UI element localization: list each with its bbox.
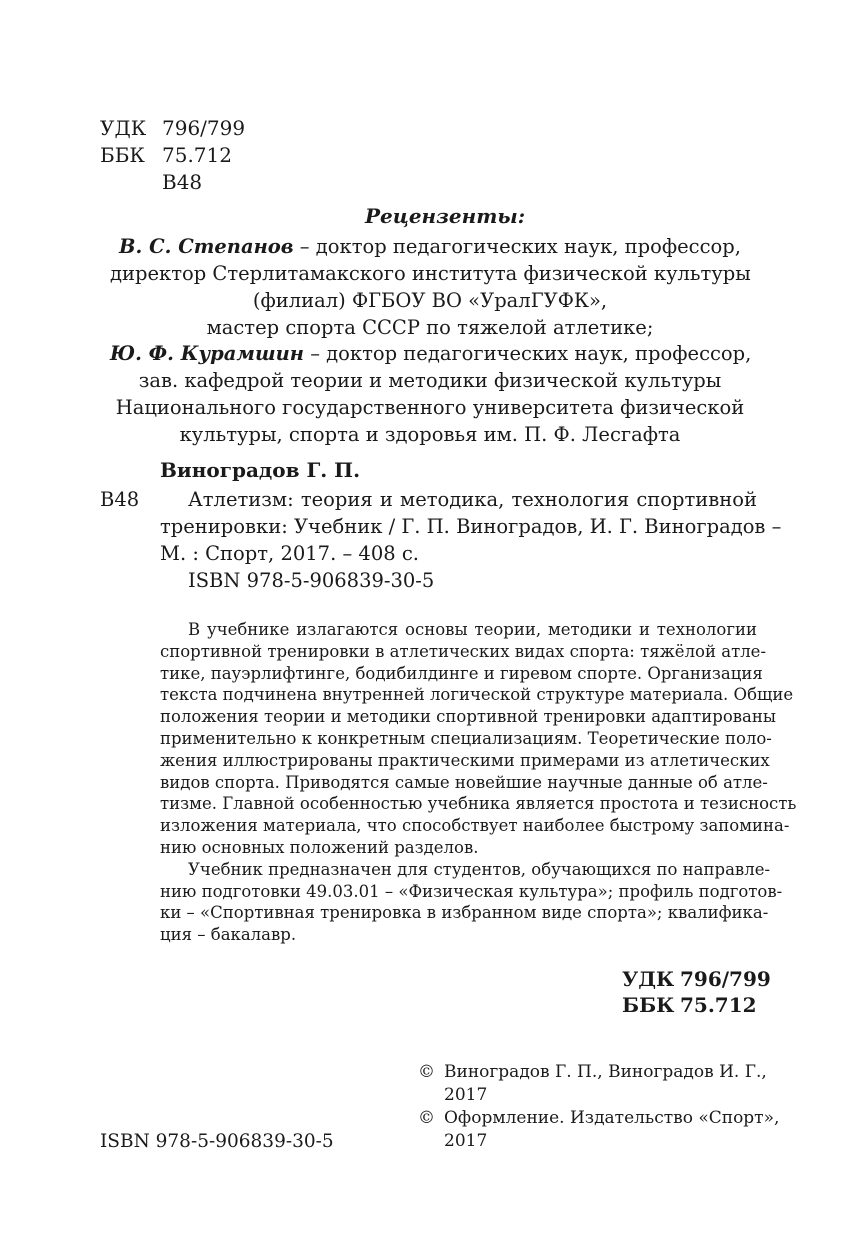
copyright-symbol: © bbox=[418, 1108, 435, 1128]
annotation-line: изложения материала, что способствует наиболее быстрому запомина- bbox=[160, 816, 790, 836]
bib-line-3: М. : Спорт, 2017. – 408 с. bbox=[160, 542, 419, 565]
copyright-block bbox=[418, 1061, 779, 1153]
reviewer-1 bbox=[110, 233, 750, 341]
reviewer-2-line-4: культуры, спорта и здоровья им. П. Ф. Лесгафта bbox=[179, 423, 681, 446]
bib-line-2: тренировки: Учебник / Г. П. Виноградов, И. Г. Виноградов – bbox=[160, 515, 782, 538]
reviewer-2-line-3: Национального государственного университета физической bbox=[115, 396, 745, 419]
annotation-line: Учебник предназначен для студентов, обучающихся по направле- bbox=[188, 859, 771, 879]
annotation-line: видов спорта. Приводятся самые новейшие научные данные об атле- bbox=[160, 772, 768, 792]
annotation-paragraph-2 bbox=[160, 859, 783, 946]
annotation-line: текста подчинена внутренней логической структуре материала. Общие bbox=[160, 685, 794, 705]
bib-mark: В48 bbox=[100, 488, 140, 511]
copyright-authors: © Виноградов Г. П., Виноградов И. Г., 2017 bbox=[418, 1062, 767, 1105]
bib-description bbox=[160, 486, 782, 594]
reviewer-2-line-2: зав. кафедрой теории и методики физической культуры bbox=[138, 369, 722, 392]
classification-codes bbox=[100, 115, 245, 196]
annotation-line: нию основных положений разделов. bbox=[160, 837, 479, 857]
annotation-line: тике, пауэрлифтинге, бодибилдинге и гиревом спорте. Организация bbox=[160, 663, 763, 683]
isbn-bottom: ISBN 978-5-906839-30-5 bbox=[100, 1131, 334, 1152]
annotation-line: В учебнике излагаются основы теории, методики и технологии bbox=[188, 620, 757, 639]
bbk-label: ББК bbox=[100, 143, 145, 167]
bbk-value-bold: 75.712 bbox=[680, 993, 757, 1017]
annotation-line: спортивной тренировки в атлетических видах спорта: тяжёлой атле- bbox=[160, 641, 767, 661]
annotation bbox=[160, 619, 797, 946]
reviewer-1-line-1: В. С. Степанов – доктор педагогических наук, профессор, bbox=[119, 235, 741, 258]
annotation-line: ки – «Спортивная тренировка в избранном виде спорта»; квалифика- bbox=[160, 903, 769, 923]
copyright-publisher: © Оформление. Издательство «Спорт», 2017 bbox=[418, 1108, 780, 1151]
annotation-line: ция – бакалавр. bbox=[160, 925, 297, 945]
udk-value: 796/799 bbox=[162, 116, 246, 140]
reviewer-1-line-4: мастер спорта СССР по тяжелой атлетике; bbox=[206, 316, 654, 339]
reviewers-heading: Рецензенты: bbox=[365, 204, 526, 228]
reviewer-2-name: Ю. Ф. Курамшин bbox=[110, 342, 304, 365]
annotation-paragraph-1 bbox=[160, 619, 797, 859]
bib-line-1: Атлетизм: теория и методика, технология спортивной bbox=[188, 488, 757, 511]
annotation-line: применительно к конкретным специализациям. Теоретические поло- bbox=[160, 728, 772, 748]
bib-isbn: ISBN 978-5-906839-30-5 bbox=[188, 569, 435, 592]
reviewer-1-line-3: (филиал) ФГБОУ ВО «УралГУФК», bbox=[252, 289, 608, 312]
annotation-line: положения теории и методики спортивной тренировки адаптированы bbox=[160, 707, 777, 727]
copyright-symbol: © bbox=[418, 1062, 435, 1082]
udk-value-bold: 796/799 bbox=[680, 967, 771, 991]
book-author: Виноградов Г. П. bbox=[160, 458, 361, 482]
udk-label-bold: УДК bbox=[622, 967, 675, 991]
classification-codes-bold bbox=[622, 966, 771, 1018]
reviewer-2-line-1: Ю. Ф. Курамшин – доктор педагогических наук, профессор, bbox=[110, 342, 752, 365]
reviewer-2 bbox=[110, 340, 750, 448]
reviewer-1-name: В. С. Степанов bbox=[119, 235, 294, 258]
annotation-line: нию подготовки 49.03.01 – «Физическая культура»; профиль подготов- bbox=[160, 881, 783, 901]
udk-label: УДК bbox=[100, 116, 147, 140]
author-mark: В48 bbox=[162, 170, 203, 194]
annotation-line: тизме. Главной особенностью учебника является простота и тезисность bbox=[160, 794, 797, 814]
bbk-value: 75.712 bbox=[162, 143, 232, 167]
bbk-label-bold: ББК bbox=[622, 993, 675, 1017]
reviewer-1-line-2: директор Стерлитамакского института физической культуры bbox=[110, 262, 751, 285]
annotation-line: жения иллюстрированы практическими примерами из атлетических bbox=[160, 750, 770, 770]
